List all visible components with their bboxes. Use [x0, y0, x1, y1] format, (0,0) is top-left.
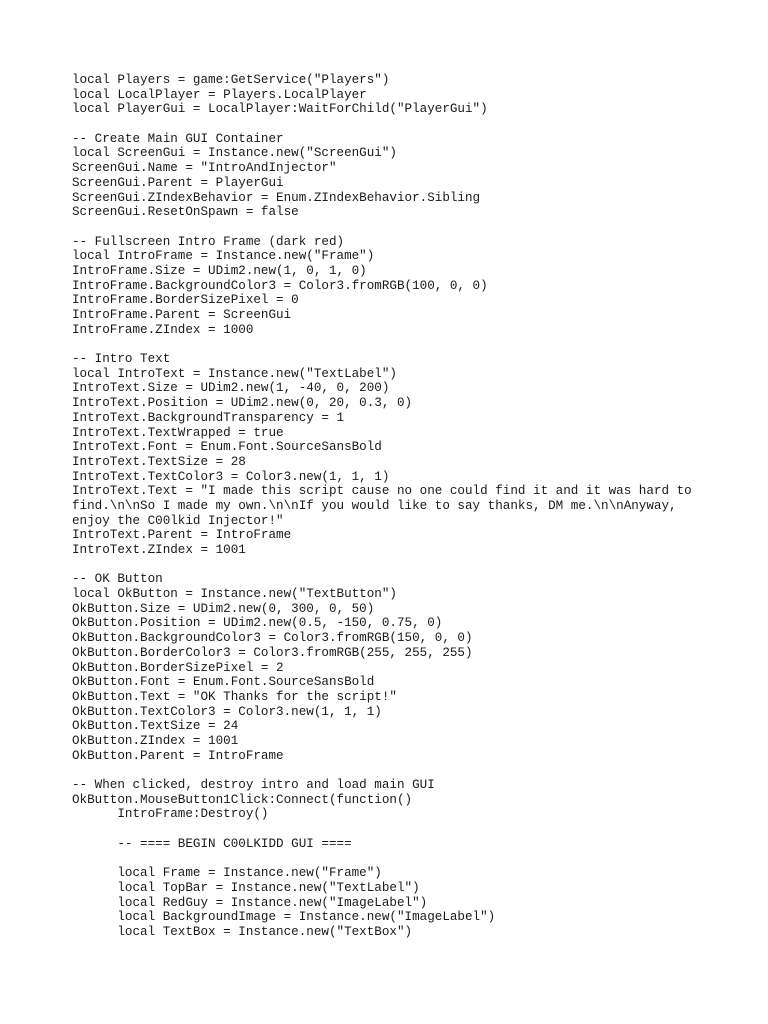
code-line: IntroFrame.Size = UDim2.new(1, 0, 1, 0)	[72, 263, 367, 278]
code-line: IntroFrame.BorderSizePixel = 0	[72, 293, 299, 308]
code-line: local TextBox = Instance.new("TextBox")	[72, 924, 413, 939]
code-line: OkButton.BorderColor3 = Color3.fromRGB(255, 255, 255)	[72, 645, 473, 660]
code-line: OkButton.MouseButton1Click:Connect(function()	[72, 792, 413, 807]
code-line: IntroFrame.BackgroundColor3 = Color3.fromRGB(100, 0, 0)	[72, 278, 488, 293]
code-line: -- Intro Text	[72, 352, 171, 367]
code-line: ScreenGui.ZIndexBehavior = Enum.ZIndexBehavior.Sibling	[72, 190, 481, 205]
code-line: OkButton.TextColor3 = Color3.new(1, 1, 1)	[72, 704, 382, 719]
code-line: local PlayerGui = LocalPlayer:WaitForChild("PlayerGui")	[72, 102, 488, 117]
code-line: OkButton.TextSize = 24	[72, 719, 239, 734]
code-line: find.\n\nSo I made my own.\n\nIf you would like to say thanks, DM me.\n\nAnyway,	[72, 498, 677, 513]
code-line: -- OK Button	[72, 572, 163, 587]
code-line: OkButton.Position = UDim2.new(0.5, -150, 0.75, 0)	[72, 616, 443, 631]
code-line: local Players = game:GetService("Players")	[72, 73, 390, 87]
blank-line	[72, 117, 752, 132]
code-line: OkButton.BorderSizePixel = 2	[72, 660, 284, 675]
code-line: -- Fullscreen Intro Frame (dark red)	[72, 234, 345, 249]
blank-line	[72, 851, 752, 866]
code-line: local RedGuy = Instance.new("ImageLabel")	[72, 895, 428, 910]
code-line: OkButton.Font = Enum.Font.SourceSansBold	[72, 675, 375, 690]
code-line: IntroText.Position = UDim2.new(0, 20, 0.3, 0)	[72, 396, 413, 411]
blank-line	[72, 822, 752, 837]
code-line: IntroText.Font = Enum.Font.SourceSansBold	[72, 440, 382, 455]
code-line: OkButton.ZIndex = 1001	[72, 733, 239, 748]
code-line: -- When clicked, destroy intro and load main GUI	[72, 778, 435, 792]
code-line: OkButton.Text = "OK Thanks for the script!"	[72, 689, 397, 704]
code-line: ScreenGui.Name = "IntroAndInjector"	[72, 161, 337, 176]
code-line: local TopBar = Instance.new("TextLabel")	[72, 880, 420, 895]
blank-line	[72, 337, 752, 352]
code-line: local ScreenGui = Instance.new("ScreenGui")	[72, 146, 397, 161]
code-line: ScreenGui.Parent = PlayerGui	[72, 175, 284, 190]
code-line: ScreenGui.ResetOnSpawn = false	[72, 205, 299, 220]
code-line: -- Create Main GUI Container	[72, 131, 284, 146]
code-line: IntroText.BackgroundTransparency = 1	[72, 410, 345, 425]
code-line: IntroText.TextSize = 28	[72, 454, 246, 469]
code-line: IntroText.Text = "I made this script cause no one could find it and it was hard to	[72, 484, 692, 499]
code-line: IntroText.ZIndex = 1001	[72, 543, 246, 557]
code-line: local LocalPlayer = Players.LocalPlayer	[72, 87, 367, 102]
code-line: OkButton.Size = UDim2.new(0, 300, 0, 50)	[72, 601, 375, 616]
code-line: local Frame = Instance.new("Frame")	[72, 866, 382, 881]
code-line: local IntroText = Instance.new("TextLabel")	[72, 366, 397, 381]
code-line: local OkButton = Instance.new("TextButton")	[72, 587, 397, 602]
code-line: IntroText.TextWrapped = true	[72, 425, 284, 440]
code-line: OkButton.BackgroundColor3 = Color3.fromRGB(150, 0, 0)	[72, 631, 473, 646]
code-line: IntroText.Size = UDim2.new(1, -40, 0, 200)	[72, 381, 390, 396]
code-line: IntroFrame.Parent = ScreenGui	[72, 308, 292, 322]
code-line: -- ==== BEGIN C00LKIDD GUI ====	[72, 836, 352, 851]
code-line: OkButton.Parent = IntroFrame	[72, 748, 284, 763]
code-document	[72, 73, 752, 940]
code-line: local BackgroundImage = Instance.new("ImageLabel")	[72, 910, 496, 925]
code-line: IntroText.TextColor3 = Color3.new(1, 1, 1)	[72, 469, 390, 484]
code-line: local IntroFrame = Instance.new("Frame")	[72, 249, 375, 264]
code-line: enjoy the C00lkid Injector!"	[72, 513, 284, 528]
blank-line	[72, 763, 752, 778]
blank-line	[72, 558, 752, 573]
code-line: IntroFrame:Destroy()	[72, 807, 269, 822]
code-line: IntroText.Parent = IntroFrame	[72, 528, 292, 543]
blank-line	[72, 220, 752, 235]
code-line: IntroFrame.ZIndex = 1000	[72, 322, 254, 337]
